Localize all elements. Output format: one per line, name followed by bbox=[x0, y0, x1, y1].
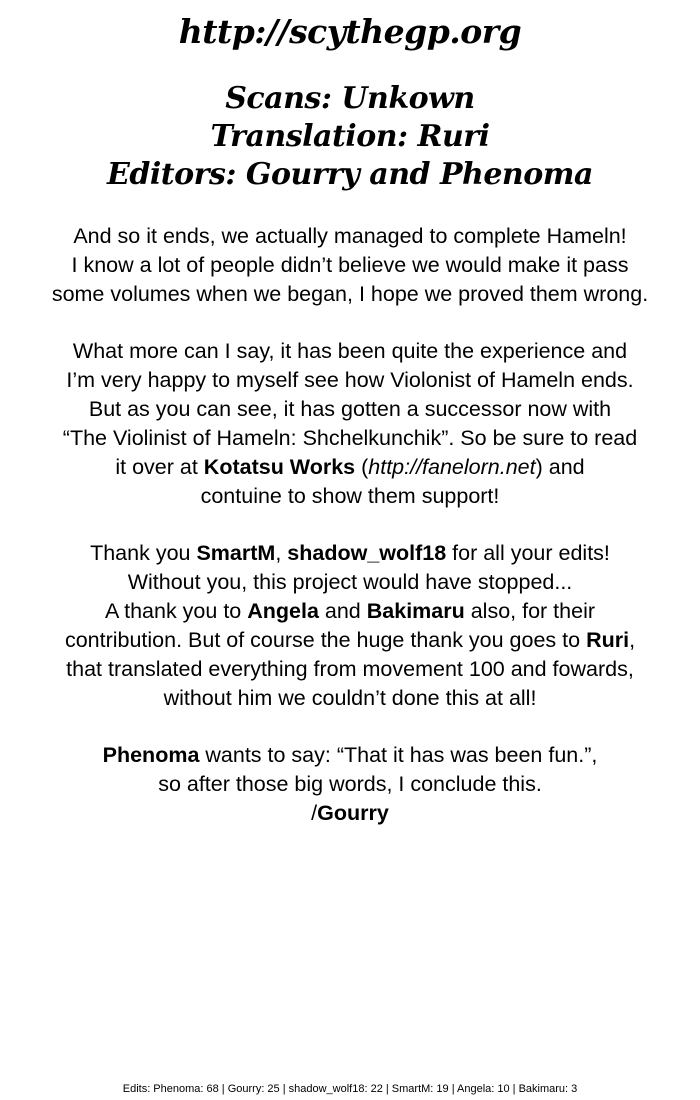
text-span: wants to say: “That it has was been fun.”, bbox=[199, 743, 598, 767]
edits-footer: Edits: Phenoma: 68 | Gourry: 25 | shadow_wolf18: 22 | SmartM: 19 | Angela: 10 | Bakimaru: 3 bbox=[122, 1083, 578, 1095]
text-line bbox=[0, 626, 700, 655]
text-span: and bbox=[318, 599, 367, 623]
text-line: without him we couldn’t done this at all! bbox=[163, 686, 537, 710]
text-span: , bbox=[275, 541, 288, 565]
text-span: it over at bbox=[115, 455, 204, 479]
text-span: contribution. But of course the huge thank you goes to bbox=[64, 628, 587, 652]
text-line: And so it ends, we actually managed to complete Hameln! bbox=[73, 224, 627, 248]
text-line: Without you, this project would have stopped... bbox=[127, 570, 573, 594]
text-span: ( bbox=[355, 455, 369, 479]
text-line: contuine to show them support! bbox=[200, 484, 500, 508]
paragraph-ending bbox=[0, 222, 700, 309]
credits-block bbox=[0, 80, 700, 194]
text-line bbox=[0, 597, 700, 626]
name-phenoma: Phenoma bbox=[102, 743, 200, 767]
site-url: http://scythegp.org bbox=[178, 12, 522, 51]
text-span: , bbox=[629, 628, 636, 652]
text-line: What more can I say, it has been quite the experience and bbox=[72, 339, 628, 363]
text-line: so after those big words, I conclude this. bbox=[158, 772, 542, 796]
text-line bbox=[0, 741, 700, 770]
fanelorn-link[interactable]: http://fanelorn.net bbox=[368, 455, 536, 479]
name-bakimaru: Bakimaru bbox=[366, 599, 465, 623]
name-smartm: SmartM bbox=[196, 541, 276, 565]
editors-credit: Editors: Gourry and Phenoma bbox=[107, 157, 593, 192]
text-span: also, for their bbox=[464, 599, 595, 623]
text-line: that translated everything from movement 100 and fowards, bbox=[66, 657, 634, 681]
translation-credit: Translation: Ruri bbox=[210, 119, 490, 154]
text-span: Thank you bbox=[90, 541, 197, 565]
text-span: for all your edits! bbox=[446, 541, 610, 565]
name-ruri: Ruri bbox=[586, 628, 630, 652]
text-line bbox=[0, 453, 700, 482]
text-line: some volumes when we began, I hope we proved them wrong. bbox=[51, 282, 649, 306]
text-line: I’m very happy to myself see how Violonist of Hameln ends. bbox=[66, 368, 634, 392]
paragraph-closing bbox=[0, 741, 700, 828]
group-name-kotatsu-works: Kotatsu Works bbox=[203, 455, 356, 479]
signature-line bbox=[0, 799, 700, 828]
text-line: I know a lot of people didn’t believe we would make it pass bbox=[71, 253, 629, 277]
name-angela: Angela bbox=[247, 599, 319, 623]
scans-credit: Scans: Unkown bbox=[225, 81, 475, 116]
name-shadow-wolf18: shadow_wolf18 bbox=[287, 541, 447, 565]
paragraph-successor bbox=[0, 337, 700, 511]
text-line: But as you can see, it has gotten a successor now with bbox=[88, 397, 612, 421]
text-span: A thank you to bbox=[104, 599, 248, 623]
paragraph-thanks bbox=[0, 539, 700, 713]
text-span: ) and bbox=[535, 455, 585, 479]
text-line: “The Violinist of Hameln: Shchelkunchik”. So be sure to read bbox=[62, 426, 638, 450]
text-span: / bbox=[311, 801, 318, 825]
text-line bbox=[0, 539, 700, 568]
name-gourry: Gourry bbox=[317, 801, 389, 825]
